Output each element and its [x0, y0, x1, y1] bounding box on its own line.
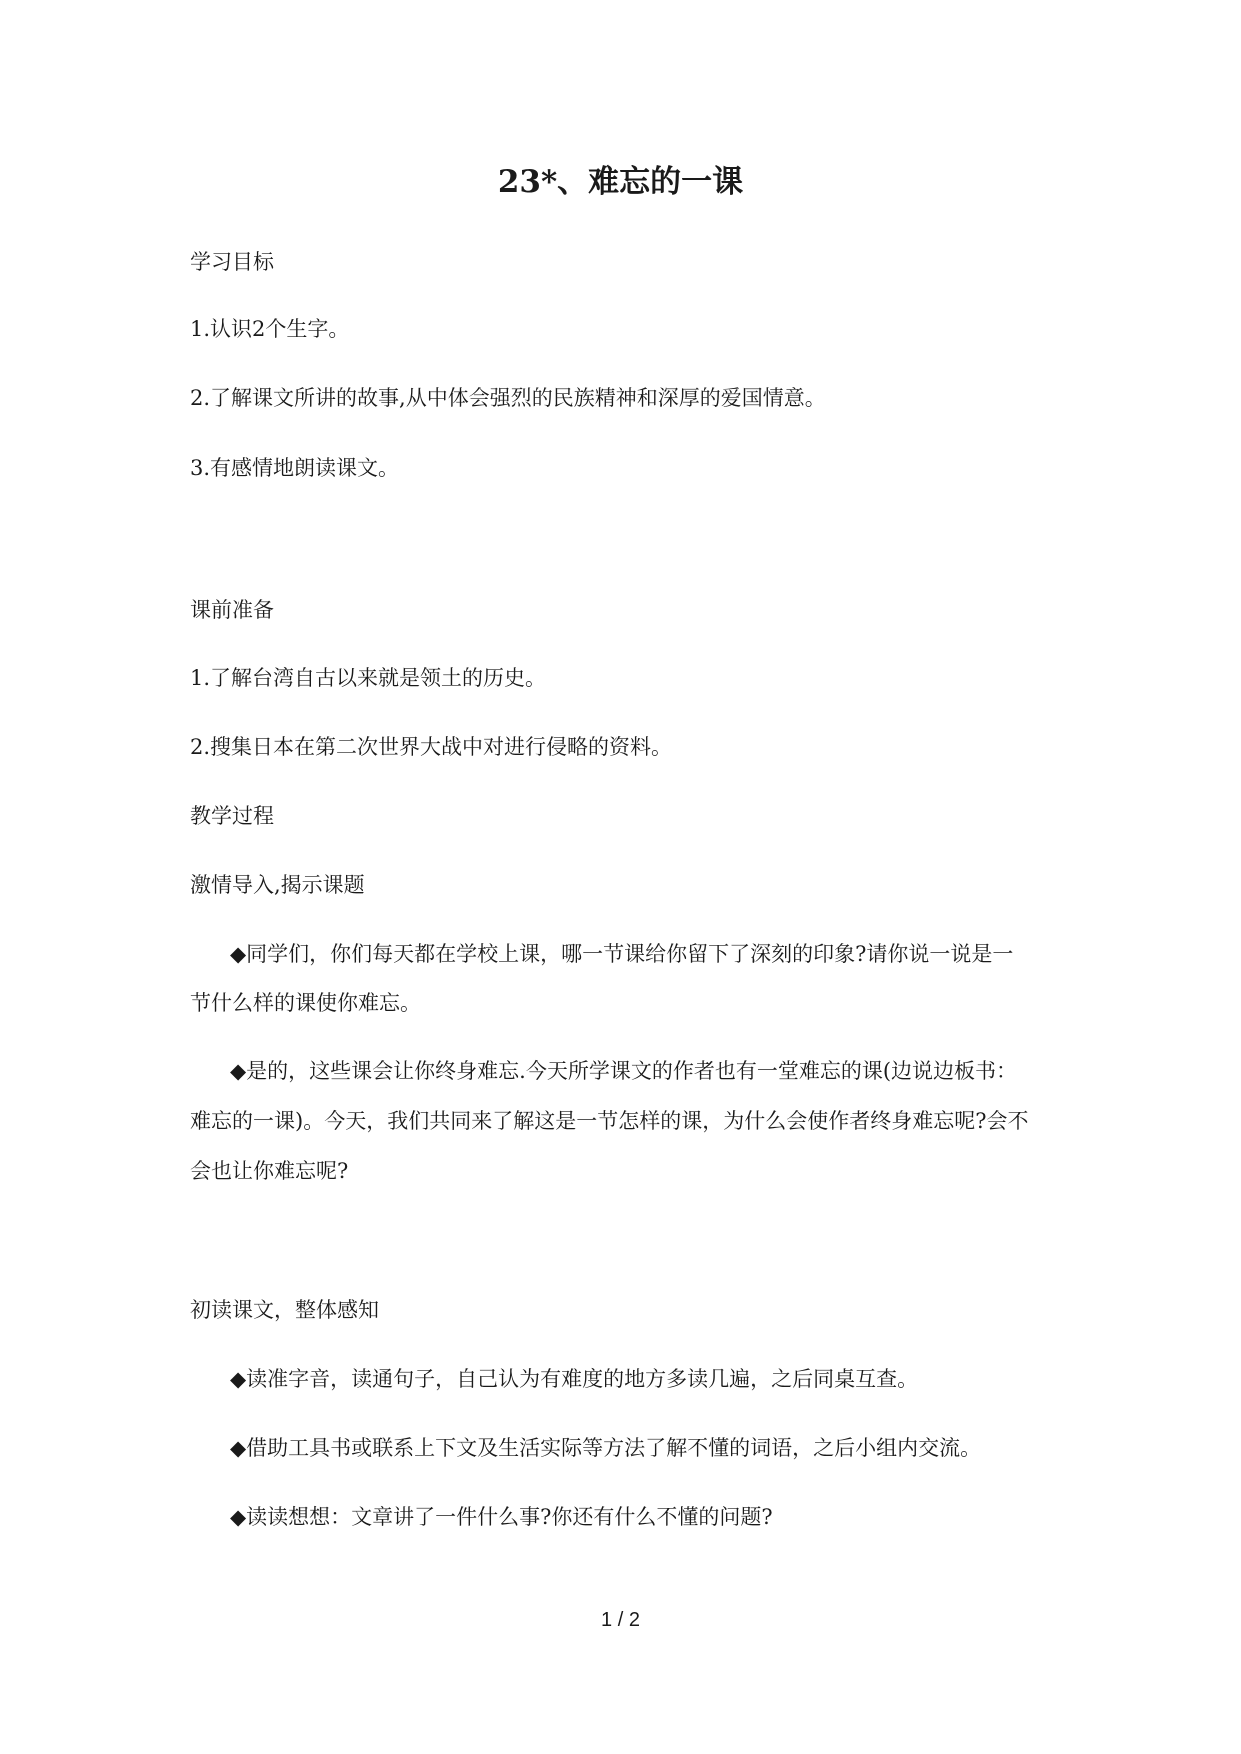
intro-paragraph-2-line-1: ◆是的，这些课会让你终身难忘.今天所学课文的作者也有一堂难忘的课(边说边板书： [230, 1059, 1018, 1083]
read-item-1: ◆读准字音，读通句子，自己认为有难度的地方多读几遍，之后同桌互查。 [230, 1367, 919, 1391]
intro-paragraph-2-line-3: 会也让你难忘呢? [190, 1159, 349, 1183]
goal-item-3: 3.有感情地朗读课文。 [190, 456, 400, 480]
read-item-2: ◆借助工具书或联系上下文及生活实际等方法了解不懂的词语，之后小组内交流。 [230, 1436, 982, 1460]
read-heading: 初读课文，整体感知 [190, 1298, 379, 1322]
goal-item-1: 1.认识2个生字。 [190, 317, 350, 341]
goal-item-2: 2.了解课文所讲的故事,从中体会强烈的民族精神和深厚的爱国情意。 [190, 386, 826, 410]
read-item-3: ◆读读想想：文章讲了一件什么事?你还有什么不懂的问题? [230, 1505, 773, 1529]
intro-heading: 激情导入,揭示课题 [190, 873, 365, 897]
intro-paragraph-1-line-1: ◆同学们，你们每天都在学校上课，哪一节课给你留下了深刻的印象?请你说一说是一 [230, 942, 1014, 966]
prep-heading: 课前准备 [190, 598, 274, 622]
prep-item-2: 2.搜集日本在第二次世界大战中对进行侵略的资料。 [190, 735, 673, 759]
prep-item-1: 1.了解台湾自古以来就是领土的历史。 [190, 666, 547, 690]
goals-heading: 学习目标 [190, 250, 274, 274]
process-heading: 教学过程 [190, 804, 274, 828]
page-number: 1 / 2 [601, 1609, 640, 1631]
intro-paragraph-2-line-2: 难忘的一课)。今天，我们共同来了解这是一节怎样的课，为什么会使作者终身难忘呢?会不 [190, 1109, 1029, 1133]
document-title: 23*、难忘的一课 [497, 164, 744, 200]
intro-paragraph-1-line-2: 节什么样的课使你难忘。 [190, 991, 421, 1015]
